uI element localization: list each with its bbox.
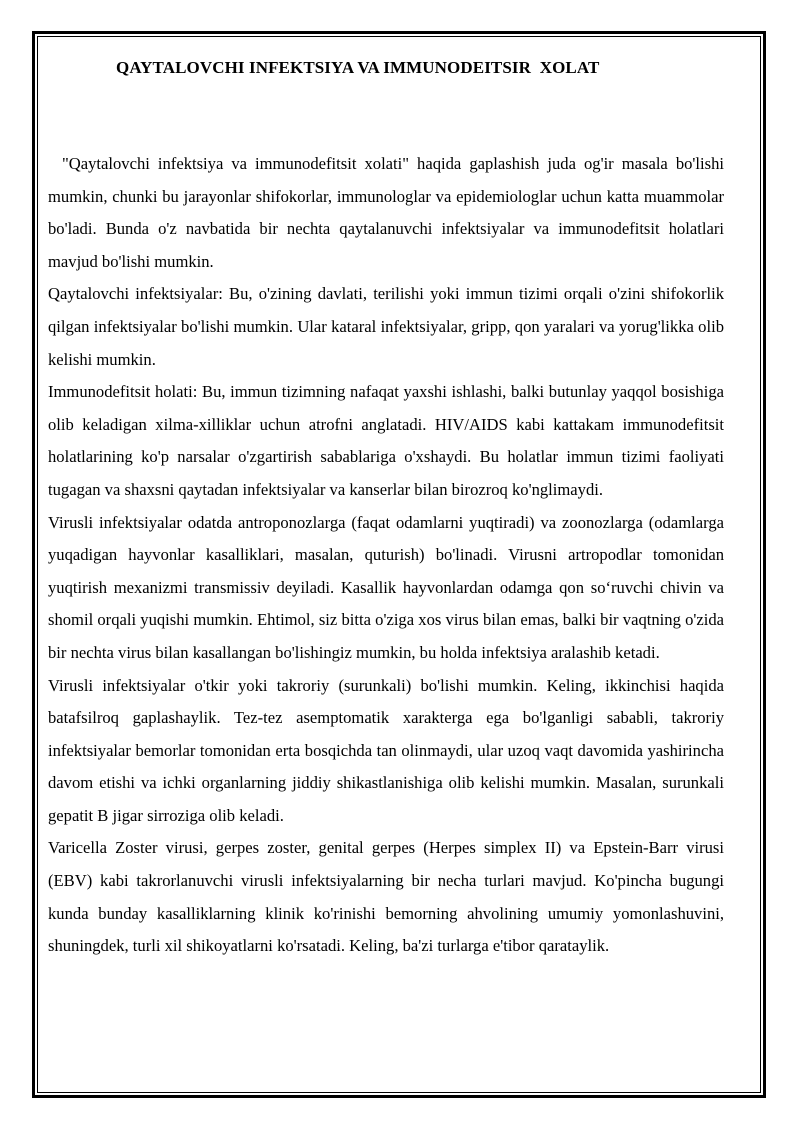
paragraph-immunodeficiency: Immunodefitsit holati: Bu, immun tizimning nafaqat yaxshi ishlashi, balki butunlay yaqqol bosishiga olib keladigan xilma-xilliklar uchun atrofni anglatadi. HIV/AIDS kabi kattakam immunodefitsit holatlarining ko'p narsalar o'zgartirish sabablariga o'xshaydi. Bu holatlar immun tizimi faoliyati tugagan va shaxsni qaytadan infektsiyalar va kanserlar bilan birozroq ko'nglimaydi. bbox=[48, 382, 724, 499]
paragraph-recurrent-infections: Qaytalovchi infektsiyalar: Bu, o'zining davlati, terilishi yoki immun tizimi orqali o'zini shifokorlik qilgan infektsiyalar bo'lishi mumkin. Ular kataral infektsiyalar, gripp, qon yaralari va yorug'likka olib kelishi mumkin. bbox=[48, 284, 724, 369]
document-title: QAYTALOVCHI INFEKTSIYA VA IMMUNODEITSIR XOLAT bbox=[116, 58, 600, 77]
paragraph-intro: "Qaytalovchi infektsiya va immunodefitsit xolati" haqida gaplashish juda og'ir masala bo'lishi mumkin, chunki bu jarayonlar shifokorlar, immunologlar va epidemiologlar uchun katta muammolar bo'ladi. Bunda o'z navbatida bir nechta qaytalanuvchi infektsiyalar va immunodefitsit holatlari mavjud bo'lishi mumkin. bbox=[48, 154, 724, 271]
paragraph-chronic-infections: Virusli infektsiyalar o'tkir yoki takroriy (surunkali) bo'lishi mumkin. Keling, ikkinchisi haqida batafsilroq gaplashaylik. Tez-tez asemptomatik xarakterga ega bo'lganligi sababli, takroriy infektsiyalar bemorlar tomonidan erta bosqichda tan olinmaydi, ular uzoq vaqt davomida yashirincha davom etishi va ichki organlarning jiddiy shikastlanishiga olib kelishi mumkin. Masalan, surunkali gepatit B jigar sirroziga olib keladi. bbox=[48, 675, 724, 825]
paragraph-herpes-viruses: Varicella Zoster virusi, gerpes zoster, genital gerpes (Herpes simplex II) va Epstein-Barr virusi (EBV) kabi takrorlanuvchi virusli infektsiyalarning bir necha turlari mavjud. Ko'pincha bugungi kunda bunday kasalliklarning klinik ko'rinishi bemorning ahvolining umumiy yomonlashuvini, shuningdek, turli xil shikoyatlarni ko'rsatadi. Keling, ba'zi turlarga e'tibor qarataylik. bbox=[48, 838, 724, 956]
paragraph-viral-infections: Virusli infektsiyalar odatda antroponozlarga (faqat odamlarni yuqtiradi) va zoonozlarga (odamlarga yuqadigan hayvonlar kasalliklari, masalan, quturish) bo'linadi. Virusni artropodlar tomonidan yuqtirish mexanizmi transmissiv deyiladi. Kasallik hayvonlardan odamga qon so‘ruvchi chivin va shomil orqali yuqishi mumkin. Ehtimol, siz bitta o'ziga xos virus bilan emas, balki bir vaqtning o'zida bir nechta virus bilan kasallangan bo'lishingiz mumkin, bu holda infektsiya aralashib ketadi. bbox=[48, 512, 724, 662]
document-body bbox=[48, 148, 724, 963]
